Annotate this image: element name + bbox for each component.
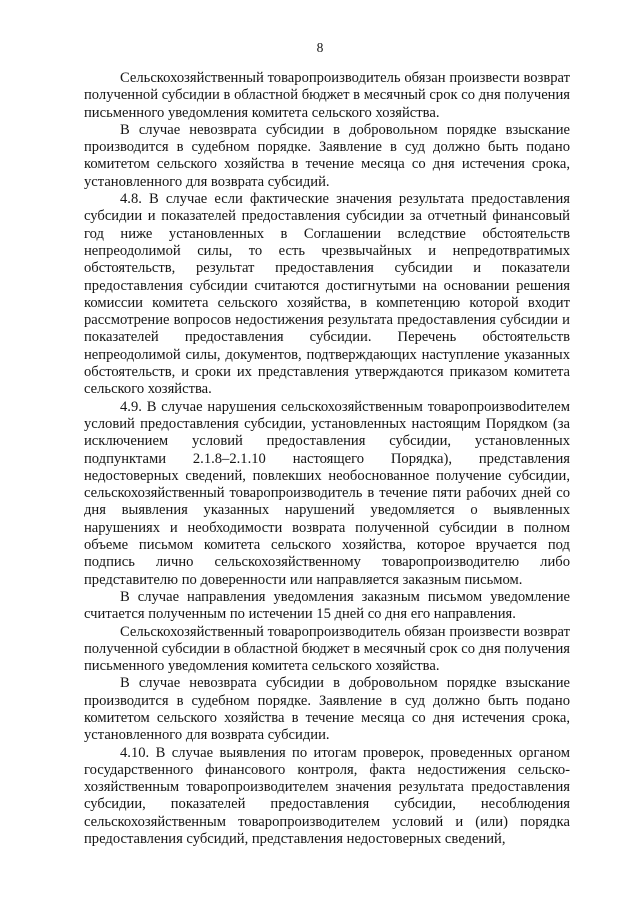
paragraph-return-obligation-repeat: Сельскохозяйственный товаропроизводитель обязан произвести возврат полученной субсидии в областной бюджет в месячный срок со дня получения письменного уведомления комитета сельского хозяйства.	[84, 623, 570, 675]
document-body	[84, 70, 570, 848]
paragraph-registered-letter: В случае направления уведомления заказным письмом уведомление считается полученным по истечении 15 дней со дня его направления.	[84, 588, 570, 623]
paragraph-4-8: 4.8. В случае если фактические значения результата предоставления субсидии и показателей предоставления субсидии за отчетный финансовый год ниже установленных в Соглашении вследствие обстоятельств непреодолимой силы, то есть чрезвычайных и непредотвратимых обстоятельств, результат предоставления субсидии и показатели предоставления субсидии считаются достигнутыми на основании решения комиссии комитета сельского хозяйства, в компетенцию которой входит рассмотрение вопросов недостижения результата предоставления субсидии и показателей предоставления субсидии. Перечень обстоятельств непреодолимой силы, документов, подтверждающих наступление указанных обстоятельств, и сроки их представления утверждаются приказом комитета сельского хозяйства.	[84, 191, 570, 398]
paragraph-return-obligation: Сельскохозяйственный товаропроизводитель обязан произвести возврат полученной субсидии в областной бюджет в месячный срок со дня получения письменного уведомления комитета сельского хозяйства.	[84, 70, 570, 121]
page-number: 8	[316, 40, 324, 55]
paragraph-judicial-recovery-repeat: В случае невозврата субсидии в добровольном порядке взыскание производится в судебном порядке. Заявление в суд должно быть подано комитетом сельского хозяйства в течение месяца со дня истечения срока, установленного для возврата субсидии.	[84, 675, 570, 744]
paragraph-judicial-recovery: В случае невозврата субсидии в добровольном порядке взыскание производится в судебном порядке. Заявление в суд должно быть подано комитетом сельского хозяйства в течение месяца со дня истечения срока, установленного для возврата субсидий.	[84, 121, 570, 190]
paragraph-4-10: 4.10. В случае выявления по итогам проверок, проведенных органом государственного финансового контроля, факта недостижения сельскохозяйственным товаропроизводителем значения результата предоставления субсидии, показателей предоставления субсидии, несоблюдения сельскохозяйственным товаропроизводителем условий и (или) порядка предоставления субсидий, представления недостоверных сведений,	[84, 744, 570, 848]
paragraph-4-9: 4.9. В случае нарушения сельскохозяйственным товаропроизвоdителем условий предоставления субсидии, установленных настоящим Порядком (за исключением условий предоставления субсидии, установленных подпунктами 2.1.8–2.1.10 настоящего Порядка), представления недостоверных сведений, повлекших необоснованное получение субсидии, сельскохозяйственный товаропроизводитель в течение пяти рабочих дней со дня выявления указанных нарушений уведомляется о выявленных нарушениях и необходимости возврата полученной субсидии в полном объеме письмом комитета сельского хозяйства, которое вручается под подпись лично сельскохозяйственному товаропроизводителю либо представителю по доверенности или направляется заказным письмом.	[84, 398, 570, 588]
